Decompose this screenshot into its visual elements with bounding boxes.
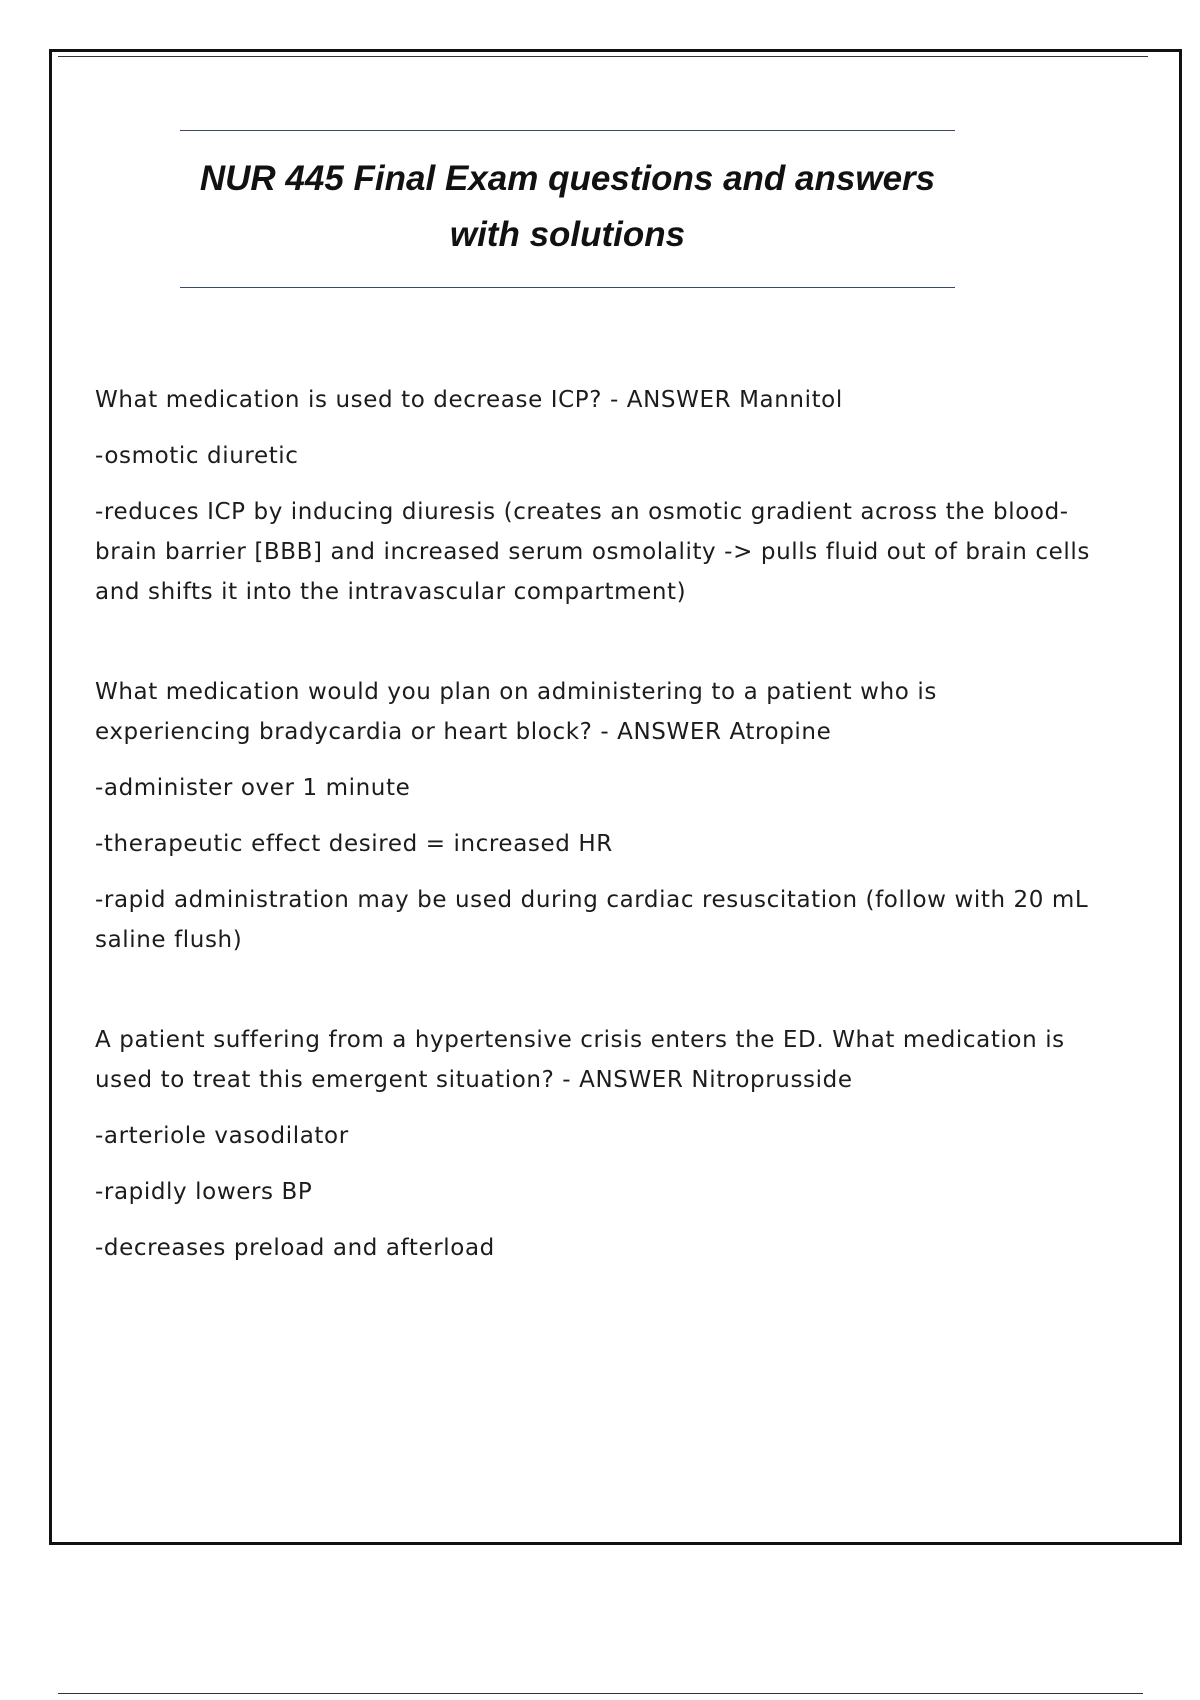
question-text: What medication would you plan on administering to a patient who is experiencing bradycardia or heart block? - ANSWER Atropine bbox=[95, 679, 937, 745]
answer-note: -rapid administration may be used during cardiac resuscitation (follow with 20 mL saline flush) bbox=[95, 887, 1089, 953]
answer-note: -therapeutic effect desired = increased HR bbox=[95, 831, 613, 857]
answer-note: -administer over 1 minute bbox=[95, 775, 411, 801]
qa-content bbox=[95, 380, 1095, 1328]
title-line-1: NUR 445 Final Exam questions and answers bbox=[199, 159, 936, 198]
answer-note: -rapidly lowers BP bbox=[95, 1179, 313, 1205]
bottom-divider bbox=[58, 1693, 1143, 1694]
qa-item bbox=[95, 672, 1095, 960]
page-title bbox=[180, 131, 955, 287]
title-bottom-rule bbox=[180, 287, 955, 288]
question-text: A patient suffering from a hypertensive crisis enters the ED. What medication is used to treat this emergent situation? - ANSWER Nitroprusside bbox=[95, 1027, 1065, 1093]
top-divider bbox=[58, 56, 1148, 57]
answer-note: -reduces ICP by inducing diuresis (creates an osmotic gradient across the blood-brain barrier [BBB] and increased serum osmolality -> pulls fluid out of brain cells and shifts it into the intravascular compartment) bbox=[95, 499, 1090, 605]
answer-note: -osmotic diuretic bbox=[95, 443, 299, 469]
title-block bbox=[180, 130, 955, 288]
answer-note: -arteriole vasodilator bbox=[95, 1123, 349, 1149]
qa-item bbox=[95, 1020, 1095, 1268]
qa-item bbox=[95, 380, 1095, 612]
question-text: What medication is used to decrease ICP? - ANSWER Mannitol bbox=[95, 387, 843, 413]
title-line-2: with solutions bbox=[449, 215, 686, 254]
answer-note: -decreases preload and afterload bbox=[95, 1235, 495, 1261]
